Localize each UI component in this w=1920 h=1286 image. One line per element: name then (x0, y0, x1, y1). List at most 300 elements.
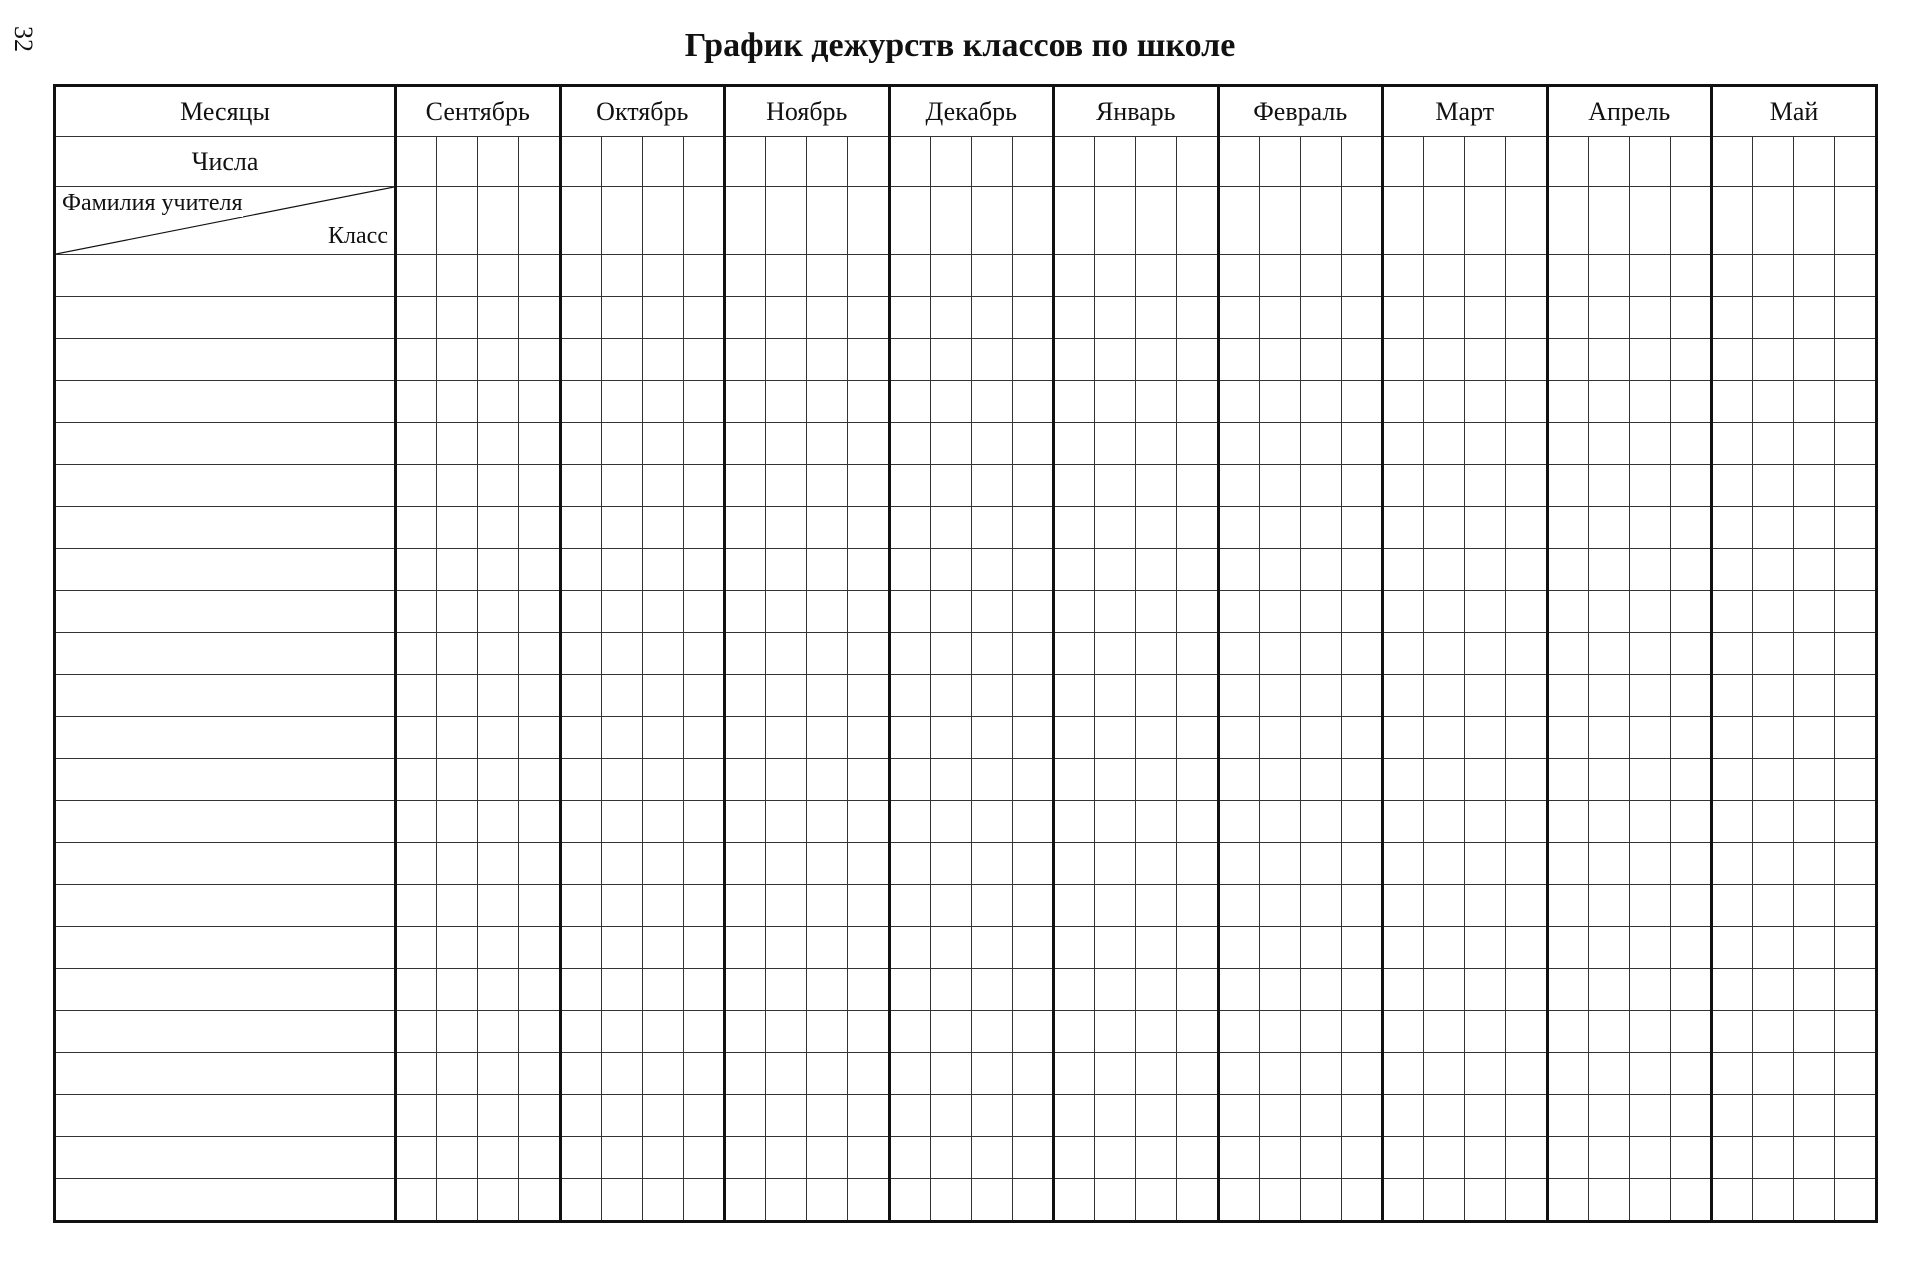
schedule-cell[interactable] (1300, 1095, 1341, 1137)
schedule-cell[interactable] (889, 675, 930, 717)
schedule-cell[interactable] (1506, 633, 1547, 675)
schedule-cell[interactable] (1465, 969, 1506, 1011)
schedule-cell[interactable] (519, 1179, 560, 1222)
schedule-cell[interactable] (1753, 187, 1794, 255)
schedule-cell[interactable] (437, 1179, 478, 1222)
schedule-cell[interactable] (1712, 801, 1753, 843)
schedule-cell[interactable] (683, 675, 724, 717)
schedule-cell[interactable] (642, 381, 683, 423)
schedule-cell[interactable] (930, 633, 971, 675)
schedule-cell[interactable] (889, 591, 930, 633)
schedule-cell[interactable] (971, 465, 1012, 507)
schedule-cell[interactable] (1300, 633, 1341, 675)
schedule-cell[interactable] (1341, 1053, 1382, 1095)
schedule-cell[interactable] (1753, 1053, 1794, 1095)
schedule-cell[interactable] (1712, 507, 1753, 549)
schedule-cell[interactable] (848, 255, 889, 297)
schedule-cell[interactable] (1753, 1137, 1794, 1179)
schedule-cell[interactable] (560, 927, 601, 969)
schedule-cell[interactable] (889, 137, 930, 187)
schedule-cell[interactable] (1136, 1011, 1177, 1053)
schedule-cell[interactable] (766, 675, 807, 717)
schedule-cell[interactable] (1670, 633, 1711, 675)
schedule-cell[interactable] (1259, 675, 1300, 717)
schedule-cell[interactable] (930, 507, 971, 549)
schedule-cell[interactable] (1218, 885, 1259, 927)
schedule-cell[interactable] (396, 297, 437, 339)
schedule-cell[interactable] (1177, 465, 1218, 507)
schedule-cell[interactable] (560, 843, 601, 885)
schedule-cell[interactable] (1259, 1137, 1300, 1179)
schedule-cell[interactable] (725, 1053, 766, 1095)
schedule-cell[interactable] (889, 1053, 930, 1095)
schedule-cell[interactable] (971, 927, 1012, 969)
schedule-cell[interactable] (642, 1011, 683, 1053)
schedule-cell[interactable] (1547, 1179, 1588, 1222)
schedule-cell[interactable] (1629, 1011, 1670, 1053)
schedule-cell[interactable] (930, 717, 971, 759)
schedule-cell[interactable] (1095, 297, 1136, 339)
schedule-cell[interactable] (683, 885, 724, 927)
schedule-cell[interactable] (1259, 1095, 1300, 1137)
schedule-cell[interactable] (601, 187, 642, 255)
schedule-cell[interactable] (1835, 423, 1877, 465)
schedule-cell[interactable] (683, 465, 724, 507)
schedule-cell[interactable] (642, 423, 683, 465)
schedule-cell[interactable] (807, 591, 848, 633)
schedule-cell[interactable] (725, 465, 766, 507)
schedule-cell[interactable] (807, 423, 848, 465)
schedule-cell[interactable] (1465, 759, 1506, 801)
schedule-cell[interactable] (766, 549, 807, 591)
schedule-cell[interactable] (1588, 339, 1629, 381)
schedule-cell[interactable] (1054, 759, 1095, 801)
schedule-cell[interactable] (601, 255, 642, 297)
schedule-cell[interactable] (930, 1179, 971, 1222)
schedule-cell[interactable] (1753, 591, 1794, 633)
schedule-cell[interactable] (1218, 339, 1259, 381)
schedule-cell[interactable] (1506, 423, 1547, 465)
schedule-cell[interactable] (1753, 633, 1794, 675)
schedule-cell[interactable] (1095, 969, 1136, 1011)
schedule-cell[interactable] (396, 255, 437, 297)
schedule-cell[interactable] (1300, 1137, 1341, 1179)
schedule-cell[interactable] (848, 675, 889, 717)
schedule-cell[interactable] (601, 507, 642, 549)
schedule-cell[interactable] (1383, 675, 1424, 717)
schedule-cell[interactable] (1712, 969, 1753, 1011)
schedule-cell[interactable] (1177, 255, 1218, 297)
schedule-cell[interactable] (437, 423, 478, 465)
schedule-cell[interactable] (807, 339, 848, 381)
schedule-cell[interactable] (971, 1053, 1012, 1095)
schedule-cell[interactable] (1012, 1053, 1053, 1095)
schedule-cell[interactable] (1835, 675, 1877, 717)
schedule-cell[interactable] (601, 885, 642, 927)
schedule-cell[interactable] (766, 297, 807, 339)
schedule-cell[interactable] (1095, 339, 1136, 381)
schedule-cell[interactable] (1629, 297, 1670, 339)
schedule-cell[interactable] (1506, 1053, 1547, 1095)
teacher-name-cell[interactable] (55, 1137, 396, 1179)
schedule-cell[interactable] (725, 1179, 766, 1222)
schedule-cell[interactable] (1465, 255, 1506, 297)
schedule-cell[interactable] (1712, 339, 1753, 381)
schedule-cell[interactable] (1054, 1053, 1095, 1095)
schedule-cell[interactable] (889, 1095, 930, 1137)
schedule-cell[interactable] (1341, 549, 1382, 591)
schedule-cell[interactable] (396, 1053, 437, 1095)
schedule-cell[interactable] (1012, 465, 1053, 507)
schedule-cell[interactable] (642, 297, 683, 339)
schedule-cell[interactable] (725, 255, 766, 297)
schedule-cell[interactable] (1424, 1179, 1465, 1222)
schedule-cell[interactable] (1465, 1095, 1506, 1137)
schedule-cell[interactable] (519, 297, 560, 339)
schedule-cell[interactable] (1136, 1137, 1177, 1179)
schedule-cell[interactable] (560, 297, 601, 339)
schedule-cell[interactable] (1712, 843, 1753, 885)
schedule-cell[interactable] (1054, 187, 1095, 255)
schedule-cell[interactable] (1629, 465, 1670, 507)
schedule-cell[interactable] (1383, 255, 1424, 297)
schedule-cell[interactable] (1136, 1053, 1177, 1095)
schedule-cell[interactable] (560, 137, 601, 187)
schedule-cell[interactable] (683, 255, 724, 297)
schedule-cell[interactable] (1588, 675, 1629, 717)
schedule-cell[interactable] (971, 675, 1012, 717)
schedule-cell[interactable] (1712, 759, 1753, 801)
schedule-cell[interactable] (1177, 969, 1218, 1011)
schedule-cell[interactable] (1300, 675, 1341, 717)
schedule-cell[interactable] (1465, 465, 1506, 507)
schedule-cell[interactable] (766, 717, 807, 759)
schedule-cell[interactable] (1588, 633, 1629, 675)
schedule-cell[interactable] (1177, 675, 1218, 717)
schedule-cell[interactable] (1670, 187, 1711, 255)
schedule-cell[interactable] (766, 801, 807, 843)
schedule-cell[interactable] (642, 801, 683, 843)
schedule-cell[interactable] (1177, 297, 1218, 339)
schedule-cell[interactable] (1383, 633, 1424, 675)
schedule-cell[interactable] (1506, 1095, 1547, 1137)
schedule-cell[interactable] (1712, 1053, 1753, 1095)
schedule-cell[interactable] (1012, 1095, 1053, 1137)
schedule-cell[interactable] (1547, 717, 1588, 759)
schedule-cell[interactable] (971, 1011, 1012, 1053)
schedule-cell[interactable] (1218, 759, 1259, 801)
schedule-cell[interactable] (1794, 633, 1835, 675)
schedule-cell[interactable] (1547, 633, 1588, 675)
schedule-cell[interactable] (519, 255, 560, 297)
schedule-cell[interactable] (560, 339, 601, 381)
schedule-cell[interactable] (766, 339, 807, 381)
schedule-cell[interactable] (766, 885, 807, 927)
teacher-name-cell[interactable] (55, 423, 396, 465)
schedule-cell[interactable] (1300, 1053, 1341, 1095)
schedule-cell[interactable] (807, 927, 848, 969)
schedule-cell[interactable] (1012, 339, 1053, 381)
schedule-cell[interactable] (1218, 591, 1259, 633)
schedule-cell[interactable] (971, 843, 1012, 885)
schedule-cell[interactable] (1506, 137, 1547, 187)
schedule-cell[interactable] (766, 255, 807, 297)
schedule-cell[interactable] (889, 255, 930, 297)
schedule-cell[interactable] (1547, 187, 1588, 255)
schedule-cell[interactable] (1383, 1137, 1424, 1179)
schedule-cell[interactable] (1753, 1095, 1794, 1137)
schedule-cell[interactable] (642, 591, 683, 633)
schedule-cell[interactable] (437, 507, 478, 549)
schedule-cell[interactable] (1835, 633, 1877, 675)
schedule-cell[interactable] (1012, 675, 1053, 717)
schedule-cell[interactable] (1341, 969, 1382, 1011)
schedule-cell[interactable] (725, 969, 766, 1011)
schedule-cell[interactable] (1136, 137, 1177, 187)
schedule-cell[interactable] (437, 633, 478, 675)
schedule-cell[interactable] (1835, 1053, 1877, 1095)
schedule-cell[interactable] (478, 591, 519, 633)
schedule-cell[interactable] (683, 717, 724, 759)
schedule-cell[interactable] (1465, 801, 1506, 843)
schedule-cell[interactable] (1383, 591, 1424, 633)
schedule-cell[interactable] (683, 1011, 724, 1053)
schedule-cell[interactable] (1712, 187, 1753, 255)
schedule-cell[interactable] (437, 297, 478, 339)
teacher-name-cell[interactable] (55, 255, 396, 297)
schedule-cell[interactable] (1835, 1011, 1877, 1053)
schedule-cell[interactable] (601, 675, 642, 717)
schedule-cell[interactable] (519, 507, 560, 549)
schedule-cell[interactable] (971, 255, 1012, 297)
schedule-cell[interactable] (642, 759, 683, 801)
schedule-cell[interactable] (1506, 843, 1547, 885)
schedule-cell[interactable] (1712, 381, 1753, 423)
schedule-cell[interactable] (1012, 843, 1053, 885)
schedule-cell[interactable] (889, 717, 930, 759)
schedule-cell[interactable] (478, 187, 519, 255)
schedule-cell[interactable] (889, 1179, 930, 1222)
schedule-cell[interactable] (1670, 675, 1711, 717)
schedule-cell[interactable] (1506, 885, 1547, 927)
schedule-cell[interactable] (1383, 507, 1424, 549)
schedule-cell[interactable] (1629, 549, 1670, 591)
schedule-cell[interactable] (396, 801, 437, 843)
schedule-cell[interactable] (889, 339, 930, 381)
schedule-cell[interactable] (1547, 759, 1588, 801)
schedule-cell[interactable] (1629, 1053, 1670, 1095)
schedule-cell[interactable] (1095, 1011, 1136, 1053)
schedule-cell[interactable] (601, 549, 642, 591)
schedule-cell[interactable] (1629, 759, 1670, 801)
schedule-cell[interactable] (1465, 1137, 1506, 1179)
schedule-cell[interactable] (1300, 297, 1341, 339)
schedule-cell[interactable] (930, 187, 971, 255)
schedule-cell[interactable] (1547, 255, 1588, 297)
schedule-cell[interactable] (1794, 297, 1835, 339)
schedule-cell[interactable] (807, 381, 848, 423)
schedule-cell[interactable] (1383, 465, 1424, 507)
schedule-cell[interactable] (1259, 549, 1300, 591)
schedule-cell[interactable] (437, 339, 478, 381)
teacher-name-cell[interactable] (55, 507, 396, 549)
schedule-cell[interactable] (1259, 187, 1300, 255)
schedule-cell[interactable] (1383, 1011, 1424, 1053)
schedule-cell[interactable] (889, 759, 930, 801)
schedule-cell[interactable] (1835, 465, 1877, 507)
teacher-name-cell[interactable] (55, 1053, 396, 1095)
schedule-cell[interactable] (396, 591, 437, 633)
schedule-cell[interactable] (1218, 969, 1259, 1011)
schedule-cell[interactable] (766, 1179, 807, 1222)
schedule-cell[interactable] (971, 717, 1012, 759)
schedule-cell[interactable] (1177, 1179, 1218, 1222)
schedule-cell[interactable] (1753, 1179, 1794, 1222)
schedule-cell[interactable] (1753, 507, 1794, 549)
schedule-cell[interactable] (1712, 549, 1753, 591)
schedule-cell[interactable] (683, 187, 724, 255)
schedule-cell[interactable] (437, 1053, 478, 1095)
schedule-cell[interactable] (1753, 969, 1794, 1011)
schedule-cell[interactable] (1259, 423, 1300, 465)
schedule-cell[interactable] (1095, 885, 1136, 927)
schedule-cell[interactable] (766, 1011, 807, 1053)
schedule-cell[interactable] (1670, 297, 1711, 339)
schedule-cell[interactable] (1136, 591, 1177, 633)
schedule-cell[interactable] (848, 423, 889, 465)
schedule-cell[interactable] (1218, 507, 1259, 549)
schedule-cell[interactable] (1383, 423, 1424, 465)
schedule-cell[interactable] (601, 801, 642, 843)
teacher-name-cell[interactable] (55, 759, 396, 801)
schedule-cell[interactable] (1547, 381, 1588, 423)
schedule-cell[interactable] (437, 1137, 478, 1179)
schedule-cell[interactable] (1506, 1011, 1547, 1053)
teacher-name-cell[interactable] (55, 843, 396, 885)
schedule-cell[interactable] (725, 381, 766, 423)
schedule-cell[interactable] (396, 759, 437, 801)
schedule-cell[interactable] (560, 465, 601, 507)
schedule-cell[interactable] (1218, 381, 1259, 423)
schedule-cell[interactable] (1424, 1053, 1465, 1095)
schedule-cell[interactable] (1012, 1011, 1053, 1053)
schedule-cell[interactable] (1547, 339, 1588, 381)
schedule-cell[interactable] (889, 633, 930, 675)
schedule-cell[interactable] (683, 801, 724, 843)
schedule-cell[interactable] (930, 591, 971, 633)
schedule-cell[interactable] (1259, 381, 1300, 423)
schedule-cell[interactable] (642, 255, 683, 297)
schedule-cell[interactable] (1629, 591, 1670, 633)
schedule-cell[interactable] (437, 381, 478, 423)
schedule-cell[interactable] (1341, 507, 1382, 549)
schedule-cell[interactable] (1794, 187, 1835, 255)
schedule-cell[interactable] (1670, 1011, 1711, 1053)
schedule-cell[interactable] (725, 1137, 766, 1179)
schedule-cell[interactable] (971, 297, 1012, 339)
schedule-cell[interactable] (1424, 801, 1465, 843)
schedule-cell[interactable] (1383, 381, 1424, 423)
schedule-cell[interactable] (683, 381, 724, 423)
schedule-cell[interactable] (1629, 255, 1670, 297)
schedule-cell[interactable] (1341, 801, 1382, 843)
schedule-cell[interactable] (1794, 801, 1835, 843)
schedule-cell[interactable] (930, 759, 971, 801)
schedule-cell[interactable] (1341, 843, 1382, 885)
teacher-name-cell[interactable] (55, 717, 396, 759)
schedule-cell[interactable] (1629, 1179, 1670, 1222)
schedule-cell[interactable] (560, 381, 601, 423)
schedule-cell[interactable] (1588, 885, 1629, 927)
schedule-cell[interactable] (1177, 717, 1218, 759)
schedule-cell[interactable] (1177, 591, 1218, 633)
schedule-cell[interactable] (1588, 969, 1629, 1011)
schedule-cell[interactable] (683, 1137, 724, 1179)
schedule-cell[interactable] (1136, 759, 1177, 801)
schedule-cell[interactable] (1629, 1095, 1670, 1137)
schedule-cell[interactable] (848, 1053, 889, 1095)
schedule-cell[interactable] (1753, 717, 1794, 759)
schedule-cell[interactable] (1218, 1137, 1259, 1179)
schedule-cell[interactable] (642, 675, 683, 717)
schedule-cell[interactable] (1054, 297, 1095, 339)
schedule-cell[interactable] (1300, 591, 1341, 633)
schedule-cell[interactable] (1136, 633, 1177, 675)
schedule-cell[interactable] (1794, 927, 1835, 969)
schedule-cell[interactable] (725, 759, 766, 801)
schedule-cell[interactable] (1670, 885, 1711, 927)
schedule-cell[interactable] (1424, 381, 1465, 423)
teacher-name-cell[interactable] (55, 1179, 396, 1222)
schedule-cell[interactable] (1794, 885, 1835, 927)
schedule-cell[interactable] (1670, 843, 1711, 885)
schedule-cell[interactable] (1465, 1179, 1506, 1222)
schedule-cell[interactable] (396, 969, 437, 1011)
schedule-cell[interactable] (1300, 843, 1341, 885)
schedule-cell[interactable] (848, 843, 889, 885)
schedule-cell[interactable] (930, 843, 971, 885)
schedule-cell[interactable] (725, 423, 766, 465)
schedule-cell[interactable] (1177, 759, 1218, 801)
schedule-cell[interactable] (560, 1095, 601, 1137)
schedule-cell[interactable] (1835, 801, 1877, 843)
schedule-cell[interactable] (601, 381, 642, 423)
teacher-name-cell[interactable] (55, 1011, 396, 1053)
schedule-cell[interactable] (1712, 137, 1753, 187)
schedule-cell[interactable] (1424, 591, 1465, 633)
schedule-cell[interactable] (766, 507, 807, 549)
schedule-cell[interactable] (437, 927, 478, 969)
schedule-cell[interactable] (1012, 507, 1053, 549)
schedule-cell[interactable] (1670, 423, 1711, 465)
schedule-cell[interactable] (560, 675, 601, 717)
schedule-cell[interactable] (1054, 1137, 1095, 1179)
schedule-cell[interactable] (601, 843, 642, 885)
schedule-cell[interactable] (1670, 717, 1711, 759)
schedule-cell[interactable] (1794, 759, 1835, 801)
schedule-cell[interactable] (1547, 969, 1588, 1011)
schedule-cell[interactable] (1218, 137, 1259, 187)
schedule-cell[interactable] (1218, 549, 1259, 591)
schedule-cell[interactable] (1095, 717, 1136, 759)
schedule-cell[interactable] (1670, 927, 1711, 969)
schedule-cell[interactable] (1794, 717, 1835, 759)
schedule-cell[interactable] (1670, 591, 1711, 633)
schedule-cell[interactable] (519, 423, 560, 465)
schedule-cell[interactable] (1753, 381, 1794, 423)
schedule-cell[interactable] (478, 1179, 519, 1222)
schedule-cell[interactable] (1341, 339, 1382, 381)
